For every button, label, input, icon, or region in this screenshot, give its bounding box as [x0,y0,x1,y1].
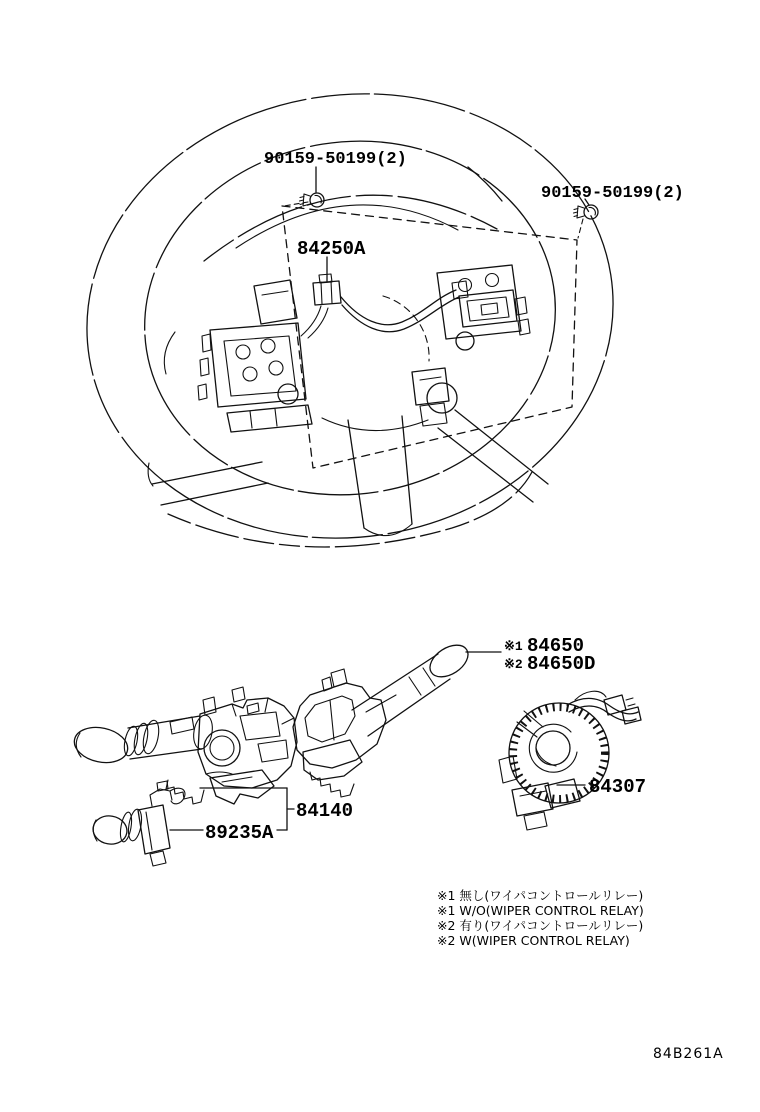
wiper-ref1-mark: ※1 [504,639,523,654]
wheel-rim-outer [55,56,646,575]
body-skirt-line [222,777,252,782]
left-pod-lower-bar [227,405,312,432]
drawing-code: 84B261A [653,1046,724,1062]
combination-switch-84140 [71,687,297,804]
stalk-joint [191,714,215,751]
footnote-line: ※1 W/O(WIPER CONTROL RELAY) [437,903,644,918]
hub-bottom-arc [322,418,428,431]
foot [150,851,166,866]
cable-foot [524,812,547,830]
spoke-left-root [148,463,153,486]
top-bracket [150,789,172,806]
lever-bottom-edge [368,679,450,736]
switch-body [138,805,170,854]
footnote-line: ※2 W(WIPER CONTROL RELAY) [437,933,630,948]
body-inner-line [330,700,334,740]
dimmer-switch-89235a [91,781,185,866]
left-pod-button [269,361,283,375]
body-top-tab [203,697,216,715]
cable-tab [499,756,517,783]
left-pod-tab [202,334,211,352]
body-plate [240,712,280,740]
left-pod-button [261,339,275,353]
hub-left-arc [164,332,175,374]
wire-hook [170,788,185,804]
knob-rib [126,808,143,842]
left-pod-top-bracket [254,280,297,324]
screw-left-label: 90159-50199(2) [264,150,407,169]
left-pod-tab [200,358,209,376]
wiper-switch-84650 [293,639,474,797]
cable-bracket [512,783,553,816]
harness-branch [308,308,328,338]
right-pod-foot [420,403,447,426]
cable-inner-ring [536,731,570,765]
left-pod-lower-ticks [250,409,277,428]
column-right-line [402,416,412,524]
screw-right [574,205,599,219]
spoke-left-bottom [161,483,268,505]
spiral-cable-84307 [499,691,641,830]
body-top-plate [170,717,194,734]
wiper-ref1-number: 84650 [527,635,585,657]
body-plate [258,740,288,762]
body-top-tab [232,687,245,702]
right-pod-round-button [456,332,474,350]
connector-pins [626,698,635,706]
body-teeth [310,772,354,797]
spoke-right-bottom [438,428,533,502]
lever-top-edge [352,654,438,710]
stalk-shaft [128,716,202,759]
switch-body [293,683,386,768]
body-ring-outer [204,730,240,766]
footnote-block [437,888,644,948]
inner-bottom-arc [168,472,532,547]
right-pod-rocker-inner [467,297,509,321]
body-line [146,812,152,850]
right-pod-rocker-knob [481,303,498,315]
body-ring-inner [210,736,234,760]
spoke-left-top [152,462,262,484]
harness-branch [301,306,321,336]
left-pod-button [236,345,250,359]
pad-switch-connector-lines [321,281,332,304]
pad-switch-label: 84250A [297,238,366,260]
body-top-tab [247,703,259,714]
steering-wheel [55,56,646,575]
lever-cap [424,639,473,684]
left-pod-tab [198,384,207,400]
body-top-tab [331,669,347,687]
steering-pad-switch-assy [198,265,530,432]
left-pod-inner [224,336,296,396]
screw-left [300,193,325,207]
left-pod-button [243,367,257,381]
footnote-line: ※2 有り(ワイパコントロールリレー) [437,918,644,933]
lever-band [409,677,421,695]
pad-switch-connector [313,281,341,305]
wire-connector [622,707,641,724]
stalk-knob [71,723,131,767]
right-pod-bracket-line [420,377,441,380]
wiper-ref2-mark: ※2 [504,657,523,672]
screw-right-label: 90159-50199(2) [541,184,684,203]
left-pod-top-bracket-line [262,291,288,295]
spiral-cable-label: 84307 [589,776,647,798]
wheel-rim-inner [119,112,581,524]
screw-right-dashed-leader [578,219,583,238]
right-pod-button [459,279,472,292]
combination-switch-label: 84140 [296,800,354,822]
body-skirt [303,740,362,780]
wiper-ref2-number: 84650D [527,653,596,675]
right-pod-bracket [412,368,449,405]
hub-round-button [427,383,457,413]
column-left-line [348,420,364,528]
dimmer-switch-label: 89235A [205,822,274,844]
cable-cut [517,711,543,737]
footnote-line: ※1 無し(ワイパコントロールリレー) [437,888,644,903]
lever-band [423,668,435,686]
right-pod-button [486,274,499,287]
spoke-right-top [455,410,548,484]
